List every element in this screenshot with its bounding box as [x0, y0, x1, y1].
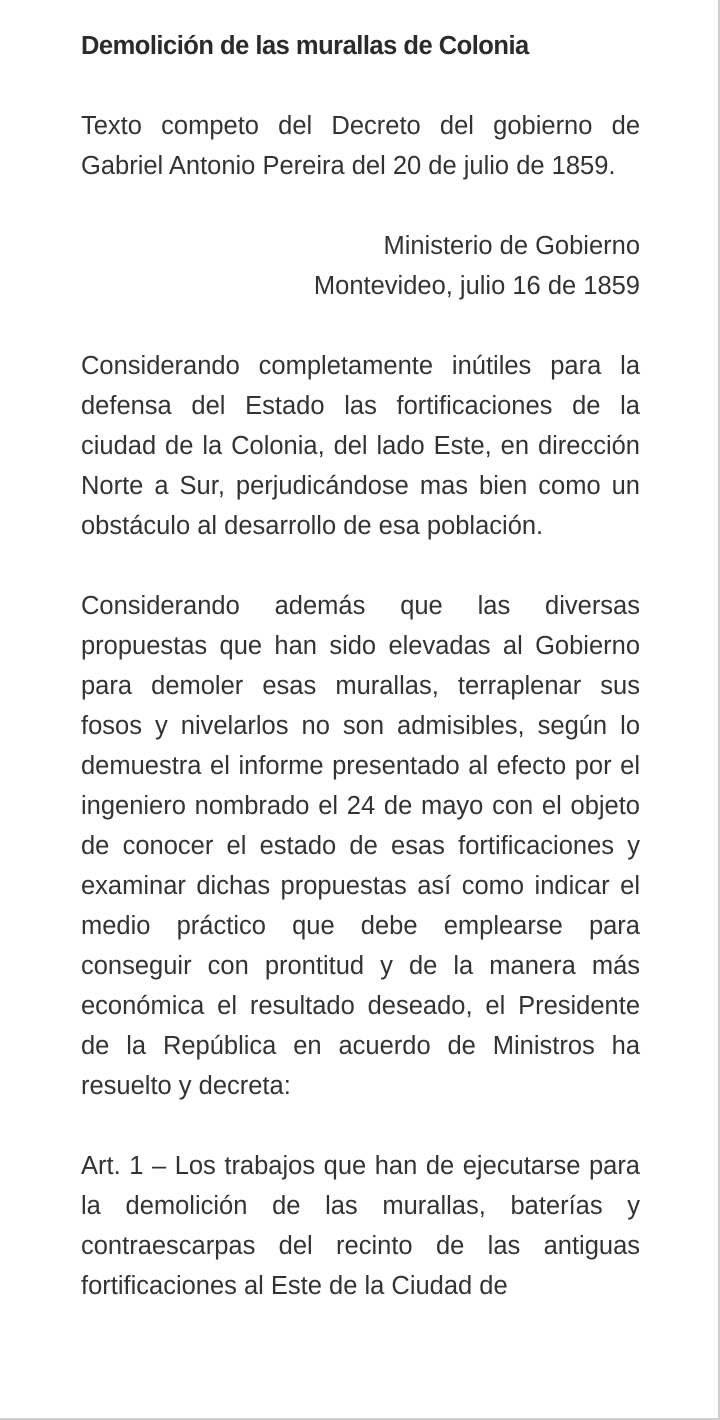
ministry-line: Ministerio de Gobierno — [383, 232, 640, 260]
intro-paragraph: Texto competo del Decreto del gobierno de Gabriel Antonio Pereira del 20 de julio de 1859. — [81, 112, 640, 180]
place-date-line: Montevideo, julio 16 de 1859 — [313, 272, 640, 300]
document-content — [81, 26, 640, 1346]
paragraph-article-1: Art. 1 – Los trabajos que han de ejecutarse para la demolición de las murallas, baterías y contraescarpas del recinto de las antiguas fortificaciones al Este de la Ciudad de — [81, 1152, 640, 1300]
letter-header — [81, 226, 640, 306]
paragraph-considerando-1: Considerando completamente inútiles para la defensa del Estado las fortificaciones de la ciudad de la Colonia, del lado Este, en dirección Norte a Sur, perjudicándose mas bien como un obstáculo al desarrollo de esa población. — [81, 352, 640, 540]
page-title: Demolición de las murallas de Colonia — [81, 32, 529, 60]
paragraph-considerando-2: Considerando además que las diversas propuestas que han sido elevadas al Gobierno para demoler esas murallas, terraplenar sus fosos y nivelarlos no son admisibles, según lo demuestra el informe presentado al efecto por el ingeniero nombrado el 24 de mayo con el objeto de conocer el estado de esas fortificaciones y examinar dichas propuestas así como indicar el medio práctico que debe emplearse para conseguir con prontitud y de la manera más económica el resultado deseado, el Presidente de la República en acuerdo de Ministros ha resuelto y decreta: — [81, 592, 640, 1100]
